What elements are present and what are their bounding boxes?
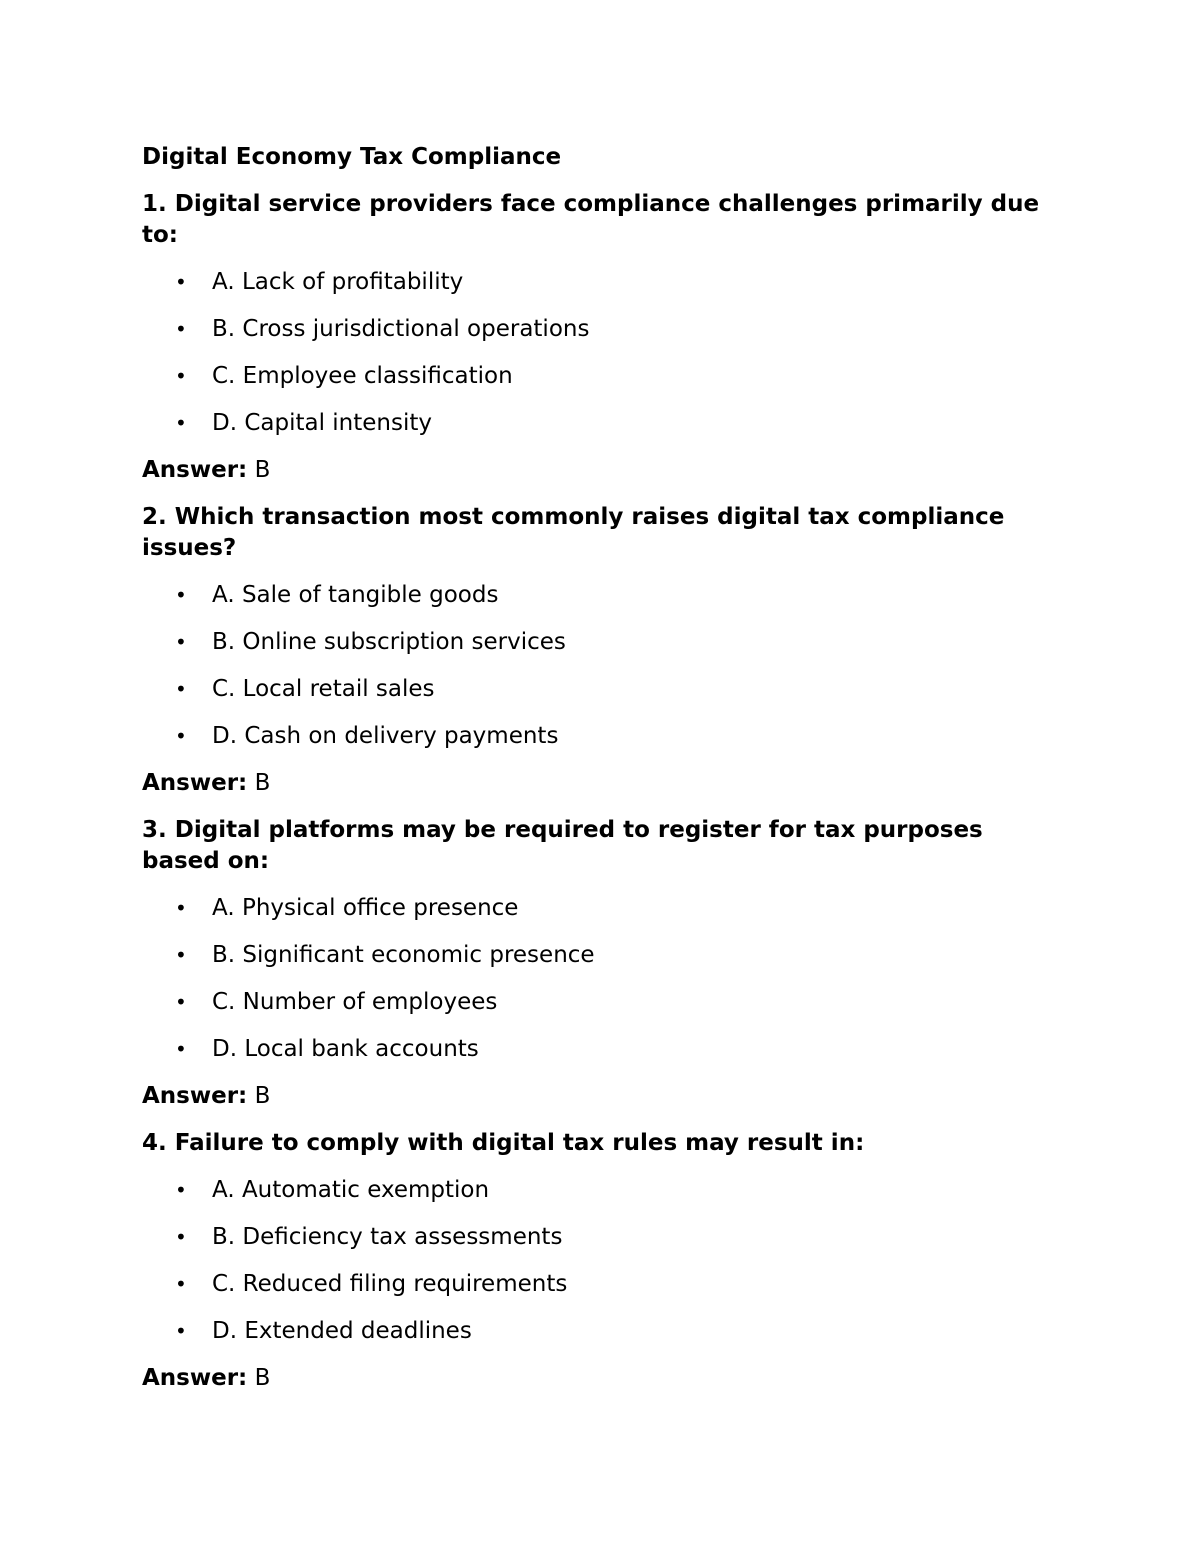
bullet-icon: • [175,896,187,920]
answer-line [142,768,1050,799]
option-item [142,987,1050,1018]
bullet-icon: • [175,270,187,294]
answer-line [142,1081,1050,1112]
option-item [142,1175,1050,1206]
bullet-icon: • [175,677,187,701]
bullet-icon: • [175,1037,187,1061]
answer-value: B [254,1365,271,1391]
question-4 [142,1128,1050,1394]
bullet-icon: • [175,364,187,388]
option-item [142,580,1050,611]
bullet-icon: • [175,411,187,435]
option-text: A. Lack of profitability [212,269,464,295]
answer-label: Answer: [142,770,248,796]
option-text: D. Capital intensity [212,410,433,436]
option-item [142,627,1050,658]
option-text: D. Extended deadlines [212,1318,472,1344]
document-title: Digital Economy Tax Compliance [142,144,562,170]
answer-line [142,1363,1050,1394]
answer-label: Answer: [142,457,248,483]
option-text: D. Cash on delivery payments [212,723,559,749]
option-text: C. Number of employees [212,989,498,1015]
answer-value: B [254,457,271,483]
option-item [142,361,1050,392]
option-list [142,580,1050,752]
answer-label: Answer: [142,1365,248,1391]
option-item [142,1269,1050,1300]
question-text: 4. Failure to comply with digital tax rules may result in: [142,1130,865,1156]
bullet-icon: • [175,943,187,967]
bullet-icon: • [175,1225,187,1249]
answer-value: B [254,1083,271,1109]
option-item [142,674,1050,705]
question-1 [142,189,1050,486]
option-item [142,1316,1050,1347]
option-list [142,1175,1050,1347]
option-item [142,721,1050,752]
option-item [142,314,1050,345]
bullet-icon: • [175,1272,187,1296]
option-item [142,267,1050,298]
option-item [142,893,1050,924]
bullet-icon: • [175,990,187,1014]
option-text: B. Cross jurisdictional operations [212,316,590,342]
option-list [142,893,1050,1065]
question-2 [142,502,1050,799]
question-text: 2. Which transaction most commonly raises digital tax compliance issues? [142,504,1005,561]
answer-value: B [254,770,271,796]
question-text: 1. Digital service providers face compliance challenges primarily due to: [142,191,1040,248]
option-item [142,408,1050,439]
bullet-icon: • [175,1178,187,1202]
option-item [142,1222,1050,1253]
question-3 [142,815,1050,1112]
option-text: A. Automatic exemption [212,1177,490,1203]
option-text: D. Local bank accounts [212,1036,479,1062]
option-text: A. Sale of tangible goods [212,582,499,608]
option-text: B. Significant economic presence [212,942,595,968]
bullet-icon: • [175,1319,187,1343]
option-text: C. Employee classification [212,363,513,389]
option-text: B. Deficiency tax assessments [212,1224,563,1250]
question-text: 3. Digital platforms may be required to register for tax purposes based on: [142,817,983,874]
option-text: B. Online subscription services [212,629,566,655]
option-item [142,940,1050,971]
bullet-icon: • [175,583,187,607]
option-text: C. Reduced filing requirements [212,1271,568,1297]
bullet-icon: • [175,724,187,748]
answer-line [142,455,1050,486]
option-item [142,1034,1050,1065]
option-list [142,267,1050,439]
option-text: C. Local retail sales [212,676,435,702]
bullet-icon: • [175,317,187,341]
bullet-icon: • [175,630,187,654]
option-text: A. Physical office presence [212,895,519,921]
answer-label: Answer: [142,1083,248,1109]
